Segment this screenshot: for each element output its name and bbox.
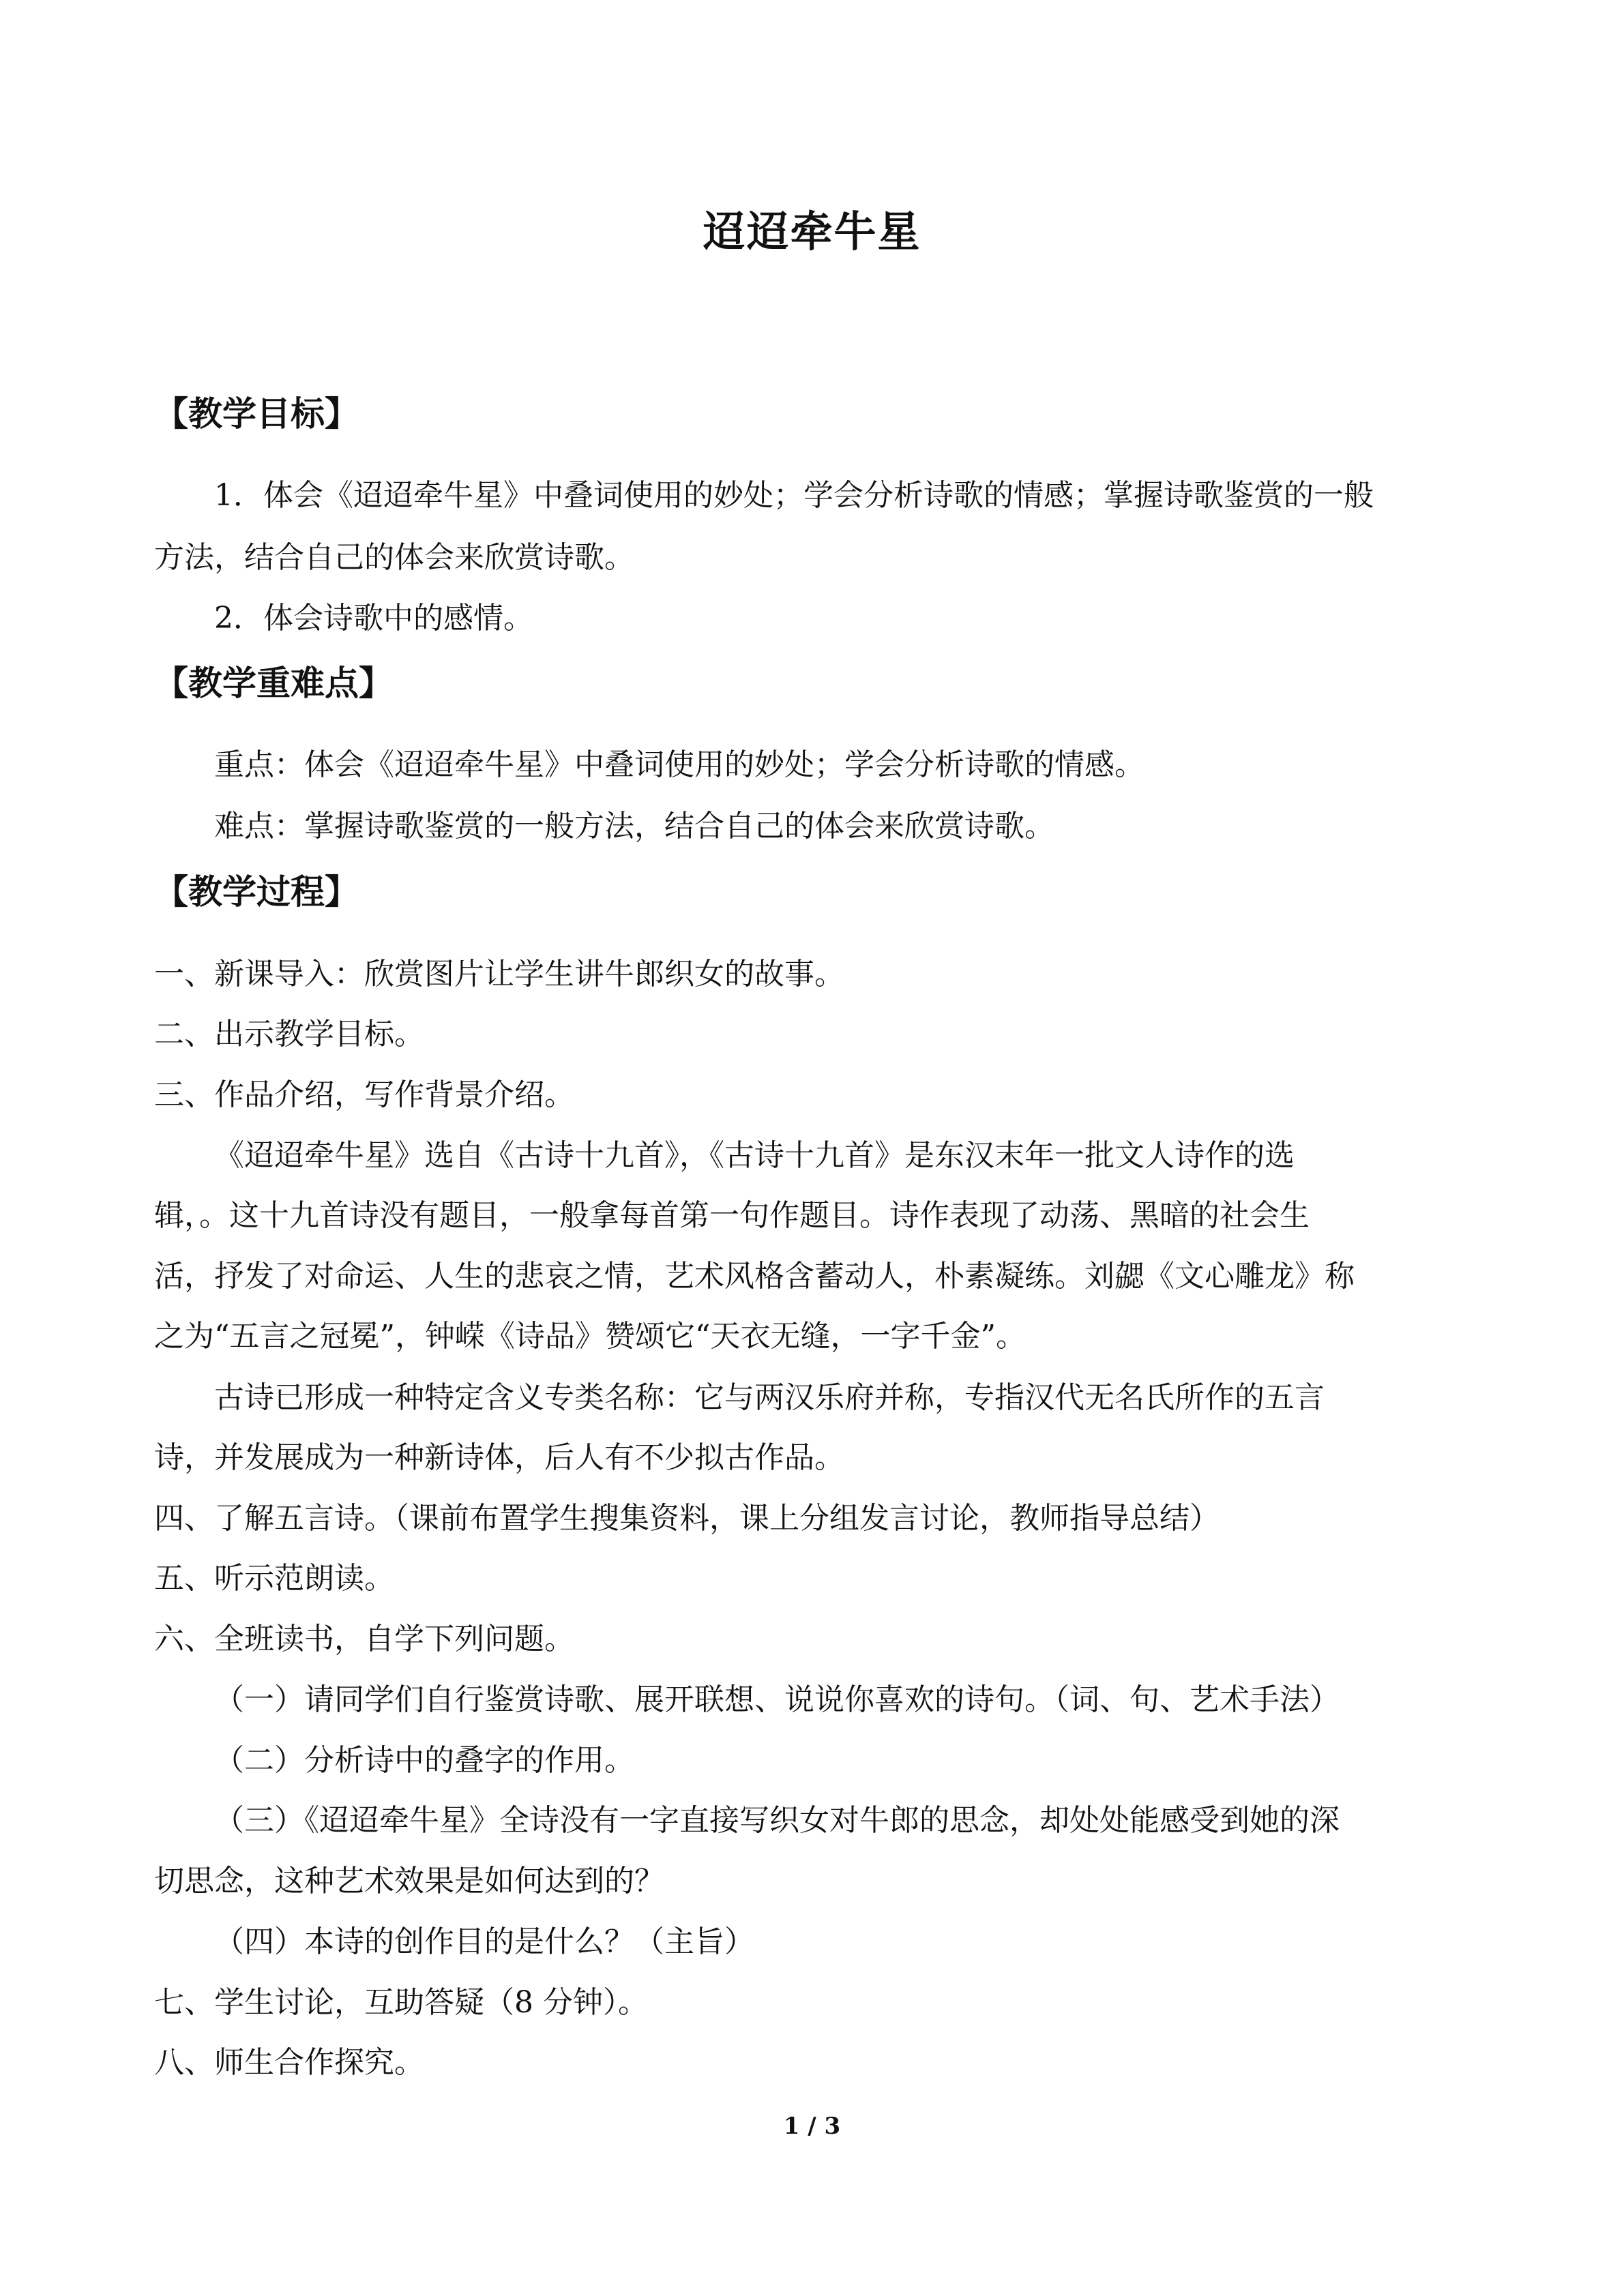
process-line-11: 五、听示范朗读。 [154,1561,394,1596]
process-line-10: 四、了解五言诗。（课前布置学生搜集资料，课上分组发言讨论，教师指导总结） [154,1501,1220,1536]
process-line-13: （一）请同学们自行鉴赏诗歌、展开联想、说说你喜欢的诗句。（词、句、艺术手法） [214,1682,1340,1717]
process-line-8: 古诗已形成一种特定含义专类名称：它与两汉乐府并称，专指汉代无名氏所作的五言 [214,1380,1325,1415]
document-title: 迢迢牵牛星 [703,207,921,256]
process-line-5: 辑，。这十九首诗没有题目，一般拿每首第一句作题目。诗作表现了动荡、黑暗的社会生 [154,1198,1310,1233]
process-line-7: 之为“五言之冠冕”，钟嵘《诗品》赞颂它“天衣无缝，一字千金”。 [154,1319,1026,1354]
process-line-16: 切思念，这种艺术效果是如何达到的？ [154,1864,664,1898]
focus-line-key: 重点：体会《迢迢牵牛星》中叠词使用的妙处；学会分析诗歌的情感。 [214,747,1145,782]
page-number: 1 / 3 [783,2113,841,2140]
process-line-15: （三）《迢迢牵牛星》全诗没有一字直接写织女对牛郎的思念，却处处能感受到她的深 [214,1803,1340,1838]
section-heading-goals: 【教学目标】 [154,394,359,434]
goals-line-3: 2．体会诗歌中的感情。 [214,601,533,636]
process-line-14: （二）分析诗中的叠字的作用。 [214,1743,634,1778]
process-line-18: 七、学生讨论，互助答疑（8 分钟）。 [154,1985,648,2020]
focus-line-difficult: 难点：掌握诗歌鉴赏的一般方法，结合自己的体会来欣赏诗歌。 [214,809,1054,844]
process-line-2: 二、出示教学目标。 [154,1017,424,1052]
process-line-17: （四）本诗的创作目的是什么？（主旨） [214,1924,754,1959]
goals-line-1: 1．体会《迢迢牵牛星》中叠词使用的妙处；学会分析诗歌的情感；掌握诗歌鉴赏的一般 [214,478,1374,513]
process-line-6: 活，抒发了对命运、人生的悲哀之情，艺术风格含蓄动人，朴素凝练。刘勰《文心雕龙》称 [154,1259,1355,1294]
process-line-9: 诗，并发展成为一种新诗体，后人有不少拟古作品。 [154,1440,844,1475]
process-line-12: 六、全班读书，自学下列问题。 [154,1622,574,1656]
process-line-3: 三、作品介绍，写作背景介绍。 [154,1077,574,1112]
section-heading-focus: 【教学重难点】 [154,664,393,703]
goals-line-2: 方法，结合自己的体会来欣赏诗歌。 [154,540,634,575]
process-line-19: 八、师生合作探究。 [154,2045,424,2080]
process-line-1: 一、新课导入：欣赏图片让学生讲牛郎织女的故事。 [154,957,844,992]
section-heading-process: 【教学过程】 [154,872,359,912]
process-line-4: 《迢迢牵牛星》选自《古诗十九首》，《古诗十九首》是东汉末年一批文人诗作的选 [214,1138,1295,1173]
